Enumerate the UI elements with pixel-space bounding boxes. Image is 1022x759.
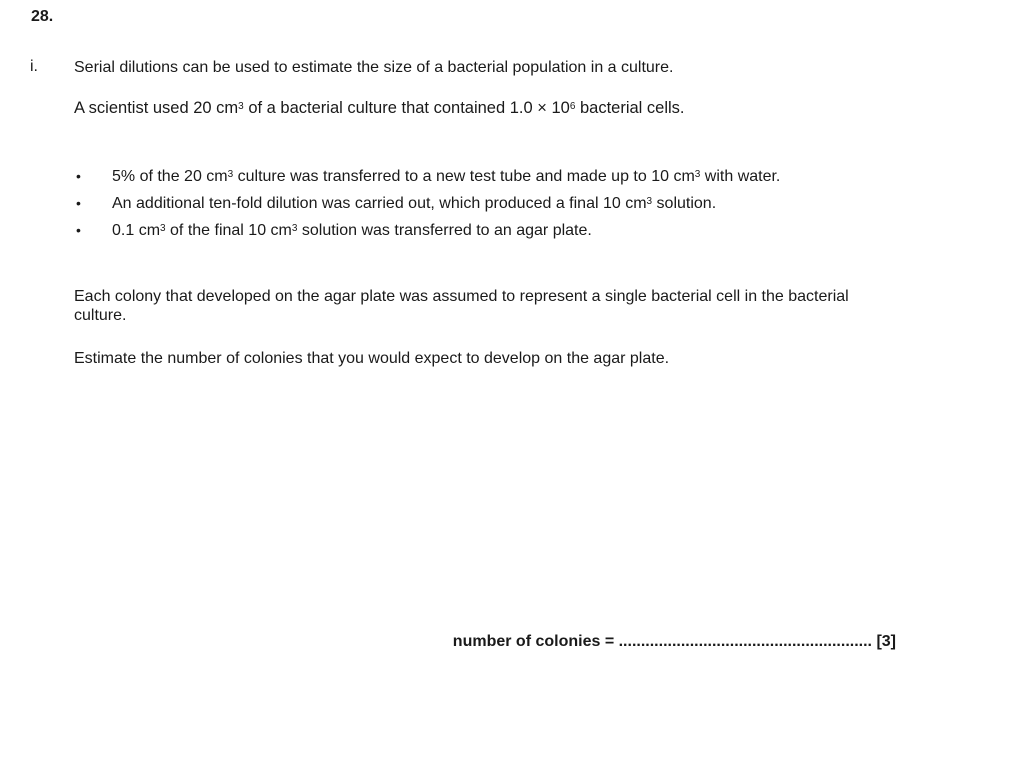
bullet-icon: • bbox=[76, 195, 81, 211]
assumption-text: Each colony that developed on the agar plate was assumed to represent a single bacterial cell in the bacterial culture. bbox=[74, 288, 849, 324]
task-text: Estimate the number of colonies that you would expect to develop on the agar plate. bbox=[74, 350, 670, 367]
part-label: i. bbox=[30, 58, 38, 75]
step-1-text: 5% of the 20 $cm^3$ culture was transferred to a new test tube and made up to 10 $cm^3$ with water. bbox=[112, 168, 781, 185]
answer-label: number of colonies = bbox=[452, 633, 619, 650]
intro-text: Serial dilutions can be used to estimate the size of a bacterial population in a culture. bbox=[74, 59, 674, 76]
step-2-text: An additional ten-fold dilution was carried out, which produced a final 10 $cm^3$ solution. bbox=[112, 195, 717, 212]
step-3-text: 0.1 $cm^3$ of the final 10 $cm^3$ solution was transferred to an agar plate. bbox=[112, 222, 592, 239]
setup-text: A scientist used 20 $cm^3$ of a bacterial culture that contained $1.0 \times 10^6$ bacterial cells. bbox=[74, 99, 685, 117]
answer-dots[interactable]: ......................................................... bbox=[618, 633, 872, 650]
answer-line[interactable] bbox=[453, 633, 896, 651]
question-number: 28. bbox=[31, 8, 54, 25]
bullet-icon: • bbox=[76, 222, 81, 238]
bullet-icon: • bbox=[76, 168, 81, 184]
marks-label: [3] bbox=[872, 633, 896, 650]
